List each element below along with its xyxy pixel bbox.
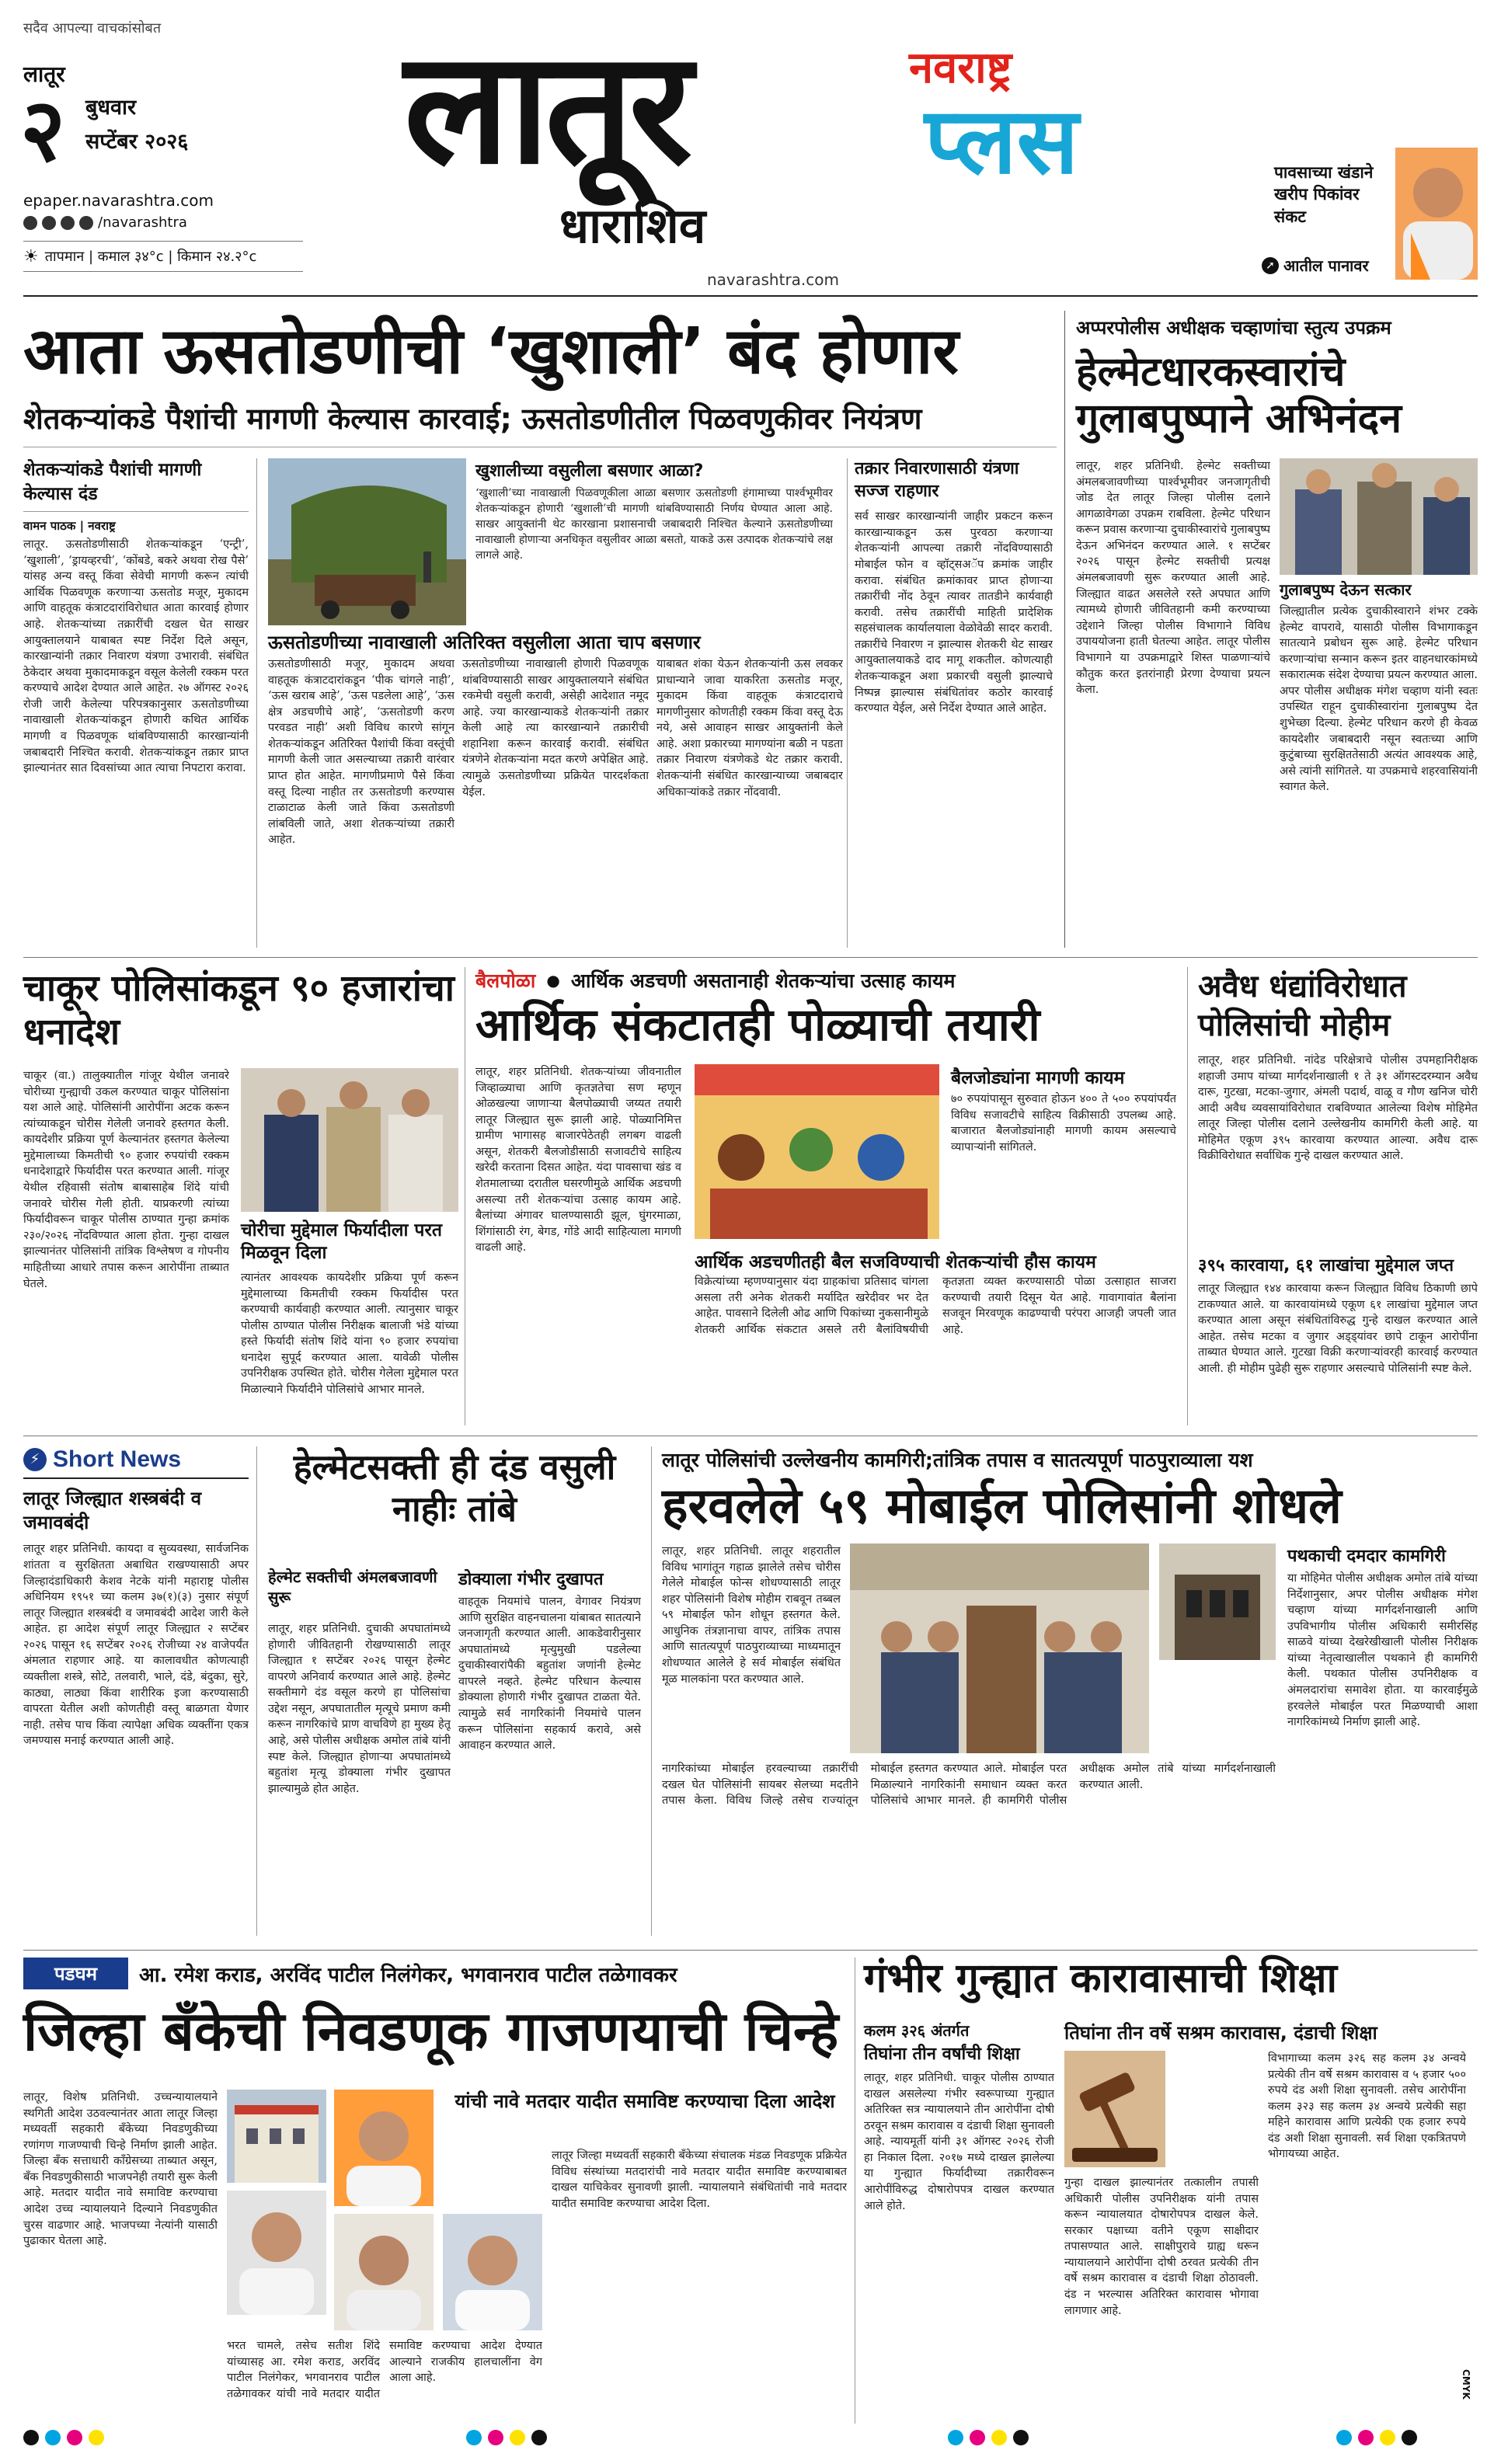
site-url[interactable]: navarashtra.com bbox=[707, 270, 839, 289]
helmet-top-caption: गुलाबपुष्प देऊन सत्कार bbox=[1280, 580, 1412, 599]
helmet-top-body: लातूर, शहर प्रतिनिधी. हेल्मेट सक्तीच्या अंमलबजावणीच्या पार्श्वभूमीवर जनजागृतीची जोड देत लातूर जिल्हा पोलीस दलाने आगळावेगळा उपक्रम राबविला. हेल्मेट परिधान करून प्रवास करणाऱ्या दुचाकीस्वारांचे गुलाबपुष्प देऊन अभिनंदन करण्यात आले. १ सप्टेंबर २०२६ पासून हेल्मेट सक्तीची प्रत्यक्ष अंमलबजावणी सुरू करण्यात आली आहे. जिल्ह्यात वाढत असलेले रस्ते अपघात आणि त्यामध्ये होणारी जीवितहानी कमी करण्याच्या उद्देशाने जिल्हा पोलीस विभागाने विविध उपाययोजना हाती घेतल्या आहेत. लातूर पोलीस विभागाने या उपक्रमाद्वारे शिस्त पाळणाऱ्यांचे कौतुक करत इतरांनाही प्रेरणा देण्याचा प्रयत्न केला. bbox=[1076, 460, 1270, 697]
pola-photo bbox=[695, 1064, 939, 1239]
chakur-story bbox=[23, 967, 458, 1425]
lead-divider-2 bbox=[847, 458, 848, 948]
lead-side-column bbox=[23, 458, 249, 955]
lead-body-col2: ऊसतोडणीच्या नावाखाली होणारी पिळवणूक थांबविण्यासाठी साखर आयुक्तालयाने संबंधित रकमेची वसुली करावी, असेही आदेशात नमूद आहे. ज्या कारखान्याकडे शेतकऱ्यांनी तक्रार केली आहे त्या कारखान्याने तक्रारीची शहानिशा करून कारवाई करावी. संबंधित यंत्रणेने शेतकऱ्यांना मदत करणे अपेक्षित आहे. त्यामुळे ऊसतोडणीच्या प्रक्रियेत पारदर्शकता येईल. bbox=[462, 658, 649, 799]
court-gavel-photo bbox=[1064, 2051, 1165, 2167]
court-body: लातूर, शहर प्रतिनिधी. चाकूर पोलीस ठाण्यात दाखल असलेल्या गंभीर स्वरूपाच्या गुन्ह्यात अतिरिक्त सत्र न्यायालयाने तीन आरोपींना दोषी ठरवून सश्रम कारावास व दंडाची शिक्षा सुनावली आहे. न्यायमूर्ती यांनी ३१ ऑगस्ट २०२६ रोजी हा निकाल दिला. २०१७ मध्ये दाखल झालेल्या या गुन्ह्यात फिर्यादीच्या तक्रारीवरून आरोपींविरुद्ध दोषारोपपत्र दाखल करण्यात आले होते. bbox=[864, 2072, 1054, 2212]
lead-box bbox=[475, 458, 833, 606]
chakur-body: चाकूर (वा.) तालुक्यातील गांजूर येथील जनावरे चोरीच्या गुन्ह्याची उकल करण्यात चाकूर पोलिसांना यश आले आहे. पोलिसांनी आरोपींना अटक करून त्यांच्याकडून चोरीस गेलेली जनावरे हस्तगत केली. कायदेशीर प्रक्रिया पूर्ण केल्यानंतर हस्तगत केलेल्या मुद्देमालाच्या किमतीची ९० हजार रुपयांची रक्कम धनादेशाद्वारे फिर्यादीस परत करण्यात आली. गांजूर येथील रहिवासी संतोष बाबासाहेब शिंदे यांची जनावरे चोरीस गेली होती. याप्रकरणी त्यांच्या फिर्यादीवरून चाकूर पोलीस ठाण्यात गुन्हा क्रमांक २३०/२०२६ नोंदविण्यात आला होता. गुन्हा दाखल झाल्यानंतर पोलिसांनी तांत्रिक विश्लेषण व गोपनीय माहितीच्या आधारे तपास करून आरोपींना ताब्यात घेतले. bbox=[23, 1070, 229, 1290]
bank-caption: यांची नावे मतदार यादीत समाविष्ट करण्याचा दिला आदेश bbox=[454, 2090, 835, 2112]
date-month: सप्टेंबर २०२६ bbox=[85, 130, 189, 154]
mobile-headline: हरवलेले ५९ मोबाईल पोलिसांनी शोधले bbox=[662, 1477, 1342, 1534]
helmet-top-headline: हेल्मेटधारकस्वारांचे गुलाबपुष्पाने अभिनंदन bbox=[1076, 349, 1402, 442]
sun-icon: ☀ bbox=[23, 246, 39, 266]
short-news-body: लातूर शहर प्रतिनिधी. कायदा व सुव्यवस्था, सार्वजनिक शांतता व सुरक्षितता अबाधित राखण्यासाठी अपर जिल्हादंडाधिकारी केशव नेटके यांनी महाराष्ट्र पोलीस अधिनियम १९५१ च्या कलम ३७(१)(३) नुसार संपूर्ण लातूर जिल्ह्यात शस्त्रबंदी व जमावबंदी आदेश जारी केले आहेत. हा आदेश संपूर्ण लातूर जिल्ह्यात २ सप्टेंबर २०२६ पासून १६ सप्टेंबर २०२६ रोजीच्या २४ वाजेपर्यंत अंमलात राहणार आहे. या कालावधीत कोणत्याही व्यक्तीला शस्त्रे, सोटे, तलवारी, भाले, दंडे, बंदुका, सुरे, काठ्या, लाठ्या किंवा शारीरिक इजा करण्यासाठी वापरता येतील अशी कोणतीही वस्तू बाळगता येणार नाही. तसेच पाच किंवा त्यापेक्षा अधिक व्यक्तींना एकत्र जमण्यास मनाई करण्यात आली आहे. bbox=[23, 1543, 249, 1748]
pola-body: लातूर, शहर प्रतिनिधी. शेतकऱ्यांच्या जीवनातील जिव्हाळ्याचा आणि कृतज्ञतेचा सण म्हणून ओळखल्या जाणाऱ्या बैलपोळ्याची जय्यत तयारी लातूर जिल्ह्यात सुरू झाली आहे. पोळ्यानिमित्त ग्रामीण भागासह बाजारपेठेतही लगबग वाढली असून, शेतकरी बैलजोडीसाठी सजावटीचे साहित्य खरेदी करताना दिसत आहेत. यंदा पावसाचा खंड व शेतमालाच्या दरातील घसरणीमुळे आर्थिक अडचणी असल्या तरी शेतकऱ्यांचा उत्साह कायम आहे. बैलांच्या अंगावर घालण्यासाठी झूल, घुंगरमाळा, शिंगांसाठी रंग, बेगड, गोंडे आदी साहित्याला मागणी वाढली आहे. bbox=[475, 1066, 681, 1255]
mobile-body-2: या मोहिमेत पोलीस अधीक्षक अमोल तांबे यांच्या निर्देशानुसार, अपर पोलीस अधीक्षक मंगेश चव्हाण यांच्या मार्गदर्शनाखाली आणि उपविभागीय पोलीस अधिकारी समीरसिंह साळवे यांच्या देखरेखीखाली पोलीस निरीक्षक यांच्या नेतृत्वाखालील पथकाने ही कामगिरी केली. पथकात पोलीस उपनिरीक्षक व अंमलदारांचा समावेश होता. या कारवाईमुळे हरवलेले मोबाईल परत मिळण्याची आशा नागरिकांमध्ये निर्माण झाली आहे. bbox=[1287, 1572, 1478, 1729]
lead-deck: शेतकऱ्यांकडे पैशांची मागणी केल्यास कारवाई; ऊसतोडणीतील पिळवणुकीवर नियंत्रण bbox=[23, 402, 922, 436]
helmet-top-story bbox=[1076, 315, 1478, 952]
mobile-body: लातूर, शहर प्रतिनिधी. लातूर शहरातील विविध भागांतून गहाळ झालेले तसेच चोरीस गेलेले मोबाईल फोन्स शोधण्यासाठी लातूर शहर पोलिसांनी विशेष मोहीम राबवून तब्बल ५९ मोबाईल फोन शोधून हस्तगत केले. आधुनिक तंत्रज्ञानाचा वापर, तांत्रिक तपास आणि सातत्यपूर्ण पाठपुराव्याच्या माध्यमातून शोधण्यात आलेले हे सर्व मोबाईल संबंधित मूळ मालकांना परत करण्यात आले. bbox=[662, 1545, 841, 1686]
mobile-body-b: नागरिकांच्या मोबाईल हरवल्याच्या तक्रारींची दखल घेत पोलिसांनी सायबर सेलच्या मदतीने तपास केला. विविध जिल्हे तसेच राज्यांतून मोबाईल हस्तगत करण्यात आले. मोबाईल परत मिळाल्याने नागरिकांनी समाधान व्यक्त करत पोलिसांचे आभार मानले. ही कामगिरी पोलीस अधीक्षक अमोल तांबे यांच्या मार्गदर्शनाखाली करण्यात आली. bbox=[662, 1763, 1276, 1808]
lead-photo-sugarcane bbox=[268, 458, 466, 625]
avaidh-story bbox=[1198, 967, 1478, 1425]
pola-headline: आर्थिक संकटातही पोळ्याची तयारी bbox=[475, 998, 1040, 1051]
pola-bullet-icon: ● bbox=[546, 971, 560, 990]
short-news-label: Short News bbox=[53, 1446, 182, 1472]
court-subhead: तिघांना तीन वर्षांची शिक्षा bbox=[864, 2045, 1020, 2064]
mobile-photo bbox=[850, 1543, 1149, 1753]
pola-kicker-row bbox=[475, 967, 1179, 994]
chakur-body-2: त्यानंतर आवश्यक कायदेशीर प्रक्रिया पूर्ण करून मुद्देमालाच्या किमतीची रक्कम फिर्यादीस परत करण्याची कार्यवाही करण्यात आली. त्यानुसार चाकूर पोलीस ठाण्यात पोलीस निरीक्षक बालाजी भंडे यांच्या हस्ते फिर्यादी संतोष शिंदे यांना ९० हजार रुपयांचा धनादेश सुपूर्द करण्यात आला. यावेळी पोलीस उपनिरीक्षक उपस्थित होते. चोरीस गेलेला मुद्देमाल परत मिळाल्याने फिर्यादीने पोलिसांचे आभार मानले. bbox=[241, 1272, 458, 1397]
helmet-mid-body-2: वाहतूक नियमांचे पालन, वेगावर नियंत्रण आणि सुरक्षित वाहनचालना यांबाबत सातत्याने जनजागृती करण्यात आली. आकडेवारीनुसार अपघातांमध्ये मृत्युमुखी पडलेल्या दुचाकीस्वारांपैकी बहुतांश जणांनी हेल्मेट वापरले नव्हते. हेल्मेट परिधान केल्यास डोक्याला होणारी गंभीर दुखापत टाळता येते. त्यामुळे सर्व नागरिकांनी नियमांचे पालन करून पोलिसांना सहकार्य करावे, असे आवाहन करण्यात आले. bbox=[458, 1596, 641, 1752]
promo-box[interactable] bbox=[1243, 148, 1478, 280]
avaidh-subhead: ३९५ कारवाया, ६१ लाखांचा मुद्देमाल जप्त bbox=[1198, 1256, 1454, 1276]
helmet-mid-subhead-2: डोक्याला गंभीर दुखापत bbox=[458, 1570, 604, 1589]
lead-body-col1: ऊसतोडणीसाठी मजूर, मुकादम अथवा वाहतूक कंत्राटदारांकडून ‘पीक चांगले नाही’, ‘ऊस खराब आहे’, ‘ऊस पडलेला आहे’, ‘ऊस क्षेत्र अडचणीचे आहे’, ‘ऊसतोडणी करण परवडत नाही’ अशी विविध कारणे सांगून शेतकऱ्यांकडून अतिरिक्त पैशांची किंवा वस्तूंची मागणी केली जात असल्याच्या तक्रारी वारंवार प्राप्त होत आहेत. मागणीप्रमाणे पैसे किंवा वस्तू दिल्या नाहीत तर ऊसतोडणी करण्यास टाळाटाळ केली जाते किंवा ऊसतोडणी लांबविली जाते, अशा शेतकऱ्यांच्या तक्रारी आहेत. bbox=[268, 658, 454, 847]
bank-portrait-4 bbox=[334, 2214, 434, 2330]
helmet-mid-story bbox=[268, 1446, 641, 1944]
lead-box-title: खुशालीच्या वसुलीला बसणार आळा? bbox=[475, 461, 704, 481]
date-weekday: बुधवार bbox=[85, 96, 137, 120]
short-news bbox=[23, 1446, 249, 1944]
promo-author-photo bbox=[1395, 148, 1478, 280]
grievance-column bbox=[855, 458, 1053, 948]
social-links[interactable] bbox=[23, 214, 187, 231]
pola-story bbox=[475, 967, 1179, 1425]
cmyk-mark: CMYK bbox=[1461, 2369, 1471, 2400]
pola-sub-body: ७० रुपयांपासून सुरुवात होऊन ४०० ते ५०० रुपयांपर्यंत विविध सजावटीचे साहित्य विक्रीसाठी उपलब्ध आहे. बाजारात बैलजोड्यांनाही मागणी कायम असल्याचे व्यापाऱ्यांनी सांगितले. bbox=[951, 1093, 1176, 1154]
print-registration-far-right bbox=[1336, 2430, 1417, 2445]
bank-portrait-3 bbox=[443, 2214, 542, 2330]
lead-side-body: लातूर. ऊसतोडणीसाठी शेतकऱ्यांकडून ‘एन्ट्री’, ‘खुशाली’, ‘ड्रायव्हरची’, ‘कोंबडे, बकरे अथवा रोख पैसे’ यांसह अन्य वस्तू किंवा सेवेची मागणी करून त्यांची आर्थिक पिळवणूक करणाऱ्या ऊसतोड मजूर, मुकादम आणि वाहतूक कंत्राटदारांविरोधात आता कारवाई होणार आहे. शेतकऱ्यांच्या तक्रारींची दखल घेत साखर आयुक्तालयाने याबाबत स्पष्ट निर्देश दिले असून, कारखान्यांनी तक्रार निवारण यंत्रणा उभारावी. संबंधित ठेकेदार अथवा मुकादमाकडून वसूल केलेली रक्कम परत करण्याचे आदेश देण्यात आले आहेत. २७ ऑगस्ट २०२६ रोजी जारी केलेल्या परिपत्रकानुसार ऊसतोडणीच्या नावाखाली शेतकऱ्यांकडून होणारी कथित आर्थिक मागणी व पिळवणूक थांबविण्यासाठी कारखान्यांनी जबाबदारी निश्चित करावी. शेतकऱ्यांकडून तक्रार प्राप्त झाल्यानंतर सात दिवसांच्या आत त्याचा निपटारा करावा. bbox=[23, 538, 249, 775]
bank-kicker: पडघम bbox=[23, 1958, 128, 1989]
arrow-icon: ➚ bbox=[1262, 257, 1279, 274]
masthead-subtitle: धाराशिव bbox=[559, 197, 706, 254]
bank-kicker-names: आ. रमेश कराड, अरविंद पाटील निलंगेकर, भगवानराव पाटील तळेगावकर bbox=[139, 1963, 677, 1987]
pola-kicker-2: आर्थिक अडचणी असतानाही शेतकऱ्यांचा उत्साह कायम bbox=[570, 969, 956, 992]
promo-text: पावसाच्या खंडाने खरीप पिकांवर संकट bbox=[1274, 163, 1374, 226]
helmet-top-divider bbox=[1064, 311, 1065, 948]
weather-bar bbox=[23, 241, 303, 272]
masthead-tagline: सदैव आपल्या वाचकांसोबत bbox=[23, 20, 162, 37]
promo-author: ➚ आतील पानावर bbox=[1262, 255, 1369, 276]
social-handle[interactable]: /navarashtra bbox=[98, 214, 187, 231]
grievance-title: तक्रार निवारणासाठी यंत्रणा सज्ज राहणार bbox=[855, 459, 1019, 501]
pola-kicker: बैलपोळा bbox=[475, 969, 536, 992]
court-story bbox=[864, 1955, 1478, 2424]
mobile-subhead: पथकाची दमदार कामगिरी bbox=[1287, 1547, 1446, 1566]
short-news-label-row bbox=[23, 1446, 249, 1479]
lead-side-title: शेतकऱ्यांकडे पैशांची मागणी केल्यास दंड bbox=[23, 458, 249, 512]
instagram-icon[interactable] bbox=[42, 216, 56, 230]
facebook-icon[interactable] bbox=[23, 216, 37, 230]
grievance-body: सर्व साखर कारखान्यांनी जाहीर प्रकटन करून कारखान्याकडून ऊस पुरवठा करणाऱ्या शेतकऱ्यांनी आपल्या तक्रारी नोंदविण्यासाठी मोबाईल फोन व व्हॉट्सअॅप क्रमांक जाहीर करावा. संबंधित क्रमांकावर प्राप्त होणाऱ्या तक्रारींची नोंद ठेवून त्यावर तातडीने कार्यवाही करावी. तसेच तक्रारींची माहिती प्रादेशिक सहसंचालक कार्यालयाला वेळोवेळी सादर करावी. तक्रारींचे निवारण न झाल्यास शेतकरी थेट साखर आयुक्तालयाकडे दाद मागू शकतील. कोणत्याही शेतकऱ्याकडून अशा प्रकारची वसुली झाल्याचे निष्पन्न झाल्यास संबंधितांवर कठोर कारवाई करण्यात येईल, असे निर्देश देण्यात आले आहेत. bbox=[855, 510, 1053, 715]
court-headline: गंभीर गुन्ह्यात कारावासाची शिक्षा bbox=[864, 1955, 1337, 2002]
bank-headline: जिल्हा बँकेची निवडणूक गाजणयाची चिन्हे bbox=[23, 1999, 839, 2063]
bank-portrait-2 bbox=[334, 2090, 434, 2206]
avaidh-headline: अवैध धंद्यांविरोधात पोलिसांची मोहीम bbox=[1198, 969, 1407, 1043]
bank-portrait-1 bbox=[227, 2191, 326, 2315]
mobile-kicker: लातूर पोलिसांची उल्लेखनीय कामगिरी;तांत्रिक तपास व सातत्यपूर्ण पाठपुराव्याला यश bbox=[662, 1449, 1253, 1471]
youtube-icon[interactable] bbox=[79, 216, 93, 230]
pola-subhead: बैलजोड्यांना मागणी कायम bbox=[951, 1068, 1125, 1088]
epaper-url[interactable]: epaper.navarashtra.com bbox=[23, 191, 214, 210]
bank-body-3: भरत चामले, तसेच सतीश शिंदे यांच्यासह आ. रमेश कराड, अरविंद पाटील निलंगेकर, भगवानराव पाटील तळेगावकर यांची नावे मतदार यादीत समाविष्ट करण्याचा आदेश देण्यात आल्याने राजकीय हालचालींना वेग आला आहे. bbox=[227, 2340, 542, 2400]
section-rule-1 bbox=[23, 957, 1478, 958]
court-body-2: गुन्हा दाखल झाल्यानंतर तत्कालीन तपासी अधिकारी पोलीस उपनिरीक्षक यांनी तपास करून न्यायालयात दोषारोपपत्र दाखल केले. सरकार पक्षाच्या वतीने एकूण साक्षीदार तपासण्यात आले. साक्षीपुरावे ग्राह्य धरून न्यायालयाने आरोपींना दोषी ठरवत प्रत्येकी तीन वर्षे सश्रम कारावास व दंडाची शिक्षा ठोठावली. दंड न भरल्यास अतिरिक्त कारावास भोगावा लागणार आहे. bbox=[1064, 2177, 1259, 2317]
chakur-photo bbox=[241, 1068, 458, 1212]
bank-building-photo bbox=[227, 2090, 326, 2183]
avaidh-body-2: लातूर जिल्ह्यात १४४ कारवाया करून जिल्ह्यात विविध ठिकाणी छापे टाकण्यात आले. या कारवायांमध्ये एकूण ६१ लाखांचा मुद्देमाल जप्त करण्यात आला असून संबंधितांविरुद्ध गुन्हे दाखल करण्यात आले आहेत. तसेच मटका व जुगार अड्ड्यांवर छापे टाकून आरोपींना ताब्यात घेण्यात आले. गुटखा विक्री करणाऱ्यांवरही कारवाई करण्यात आली. ही मोहीम पुढेही सुरू राहणार असल्याचे पोलिसांनी स्पष्ट केले. bbox=[1198, 1282, 1478, 1375]
pola-body-2: विक्रेत्यांच्या म्हणण्यानुसार यंदा ग्राहकांचा प्रतिसाद चांगला असला तरी अनेक शेतकरी मर्यादित खरेदीवर भर देत आहेत. पावसाने दिलेली ओढ आणि पिकांच्या नुकसानीमुळे शेतकरी आर्थिक संकटात असले तरी बैलांविषयीची कृतज्ञता व्यक्त करण्यासाठी पोळा उत्साहात साजरा करण्याची तयारी दिसून येत आहे. गावागावांत बैलांना सजवून मिरवणूक काढण्याची परंपरा आजही जपली जात आहे. bbox=[695, 1276, 1176, 1336]
bank-kicker-row bbox=[23, 1958, 847, 1989]
bank-body: लातूर, विशेष प्रतिनिधी. उच्चन्यायालयाने स्थगिती आदेश उठवल्यानंतर आता लातूर जिल्हा मध्यवर्ती सहकारी बँकेच्या निवडणुकीच्या रणांगण गाजण्याची चिन्हे निर्माण झाली आहेत. जिल्हा बँक सत्ताधारी काँग्रेसच्या ताब्यात असून, बँक निवडणुकीसाठी भाजपनेही तयारी सुरू केली आहे. मतदार यादीत नावे समाविष्ट करण्याचा आदेश उच्च न्यायालयाने दिल्याने निवडणुकीत चुरस वाढणार आहे. भाजपच्या नेत्यांनी यासाठी पुढाकार घेतला आहे. bbox=[23, 2091, 218, 2248]
short-news-title: लातूर जिल्ह्यात शस्त्रबंदी व जमावबंदी bbox=[23, 1488, 202, 1534]
brand-name-top: नवराष्ट्र bbox=[909, 43, 1012, 93]
helmet-mid-body: लातूर, शहर प्रतिनिधी. दुचाकी अपघातांमध्ये होणारी जीवितहानी रोखण्यासाठी लातूर जिल्ह्यात १ सप्टेंबर २०२६ पासून हेल्मेट वापरणे अनिवार्य करण्यात आले आहे. हेल्मेट सक्तीमागे दंड वसूल करणे हा पोलिसांचा उद्देश नसून, अपघातातील मृत्यूचे प्रमाण कमी करून नागरिकांचे प्राण वाचविणे हा मुख्य हेतू आहे, असे पोलीस अधीक्षक अमोल तांबे यांनी स्पष्ट केले. जिल्ह्यात होणाऱ्या अपघातांमध्ये बहुतांश मृत्यू डोक्याला गंभीर दुखापत झाल्यामुळे होत आहेत. bbox=[268, 1623, 451, 1795]
mobile-photo-2 bbox=[1159, 1543, 1276, 1660]
avaidh-body: लातूर, शहर प्रतिनिधी. नांदेड परिक्षेत्राचे पोलीस उपमहानिरीक्षक शहाजी उमाप यांच्या मार्गदर्शनाखाली १ ते ३१ ऑगस्टदरम्यान अवैध दारू, गुटखा, मटका-जुगार, अंमली पदार्थ, वाळू व गौण खनिज चोरी आदी अवैध व्यवसायांविरोधात राबविण्यात आलेल्या विशेष मोहिमेत लातूर जिल्हा पोलीस दलाने उल्लेखनीय कामगिरी केली आहे. या मोहिमेत एकूण ३९५ कारवाया करण्यात आल्या. अवैध दारू विक्रीविरोधात सर्वाधिक गुन्हे दाखल करण्यात आले. bbox=[1198, 1054, 1478, 1163]
twitter-icon[interactable] bbox=[61, 216, 75, 230]
masthead-city: लातूर bbox=[23, 61, 65, 87]
masthead-title: लातूर bbox=[404, 18, 688, 199]
lead-subhead: ऊसतोडणीच्या नावाखाली अतिरिक्त वसुलीला आता चाप बसणार bbox=[268, 632, 701, 653]
masthead-rule bbox=[23, 295, 1478, 297]
lead-side-byline: वामन पाठक | नवराष्ट्र bbox=[23, 519, 116, 534]
bank-story bbox=[23, 1958, 847, 2424]
print-registration-right bbox=[948, 2430, 1029, 2445]
helmet-top-kicker: अप्परपोलीस अधीक्षक चव्हाणांचा स्तुत्य उपक्रम bbox=[1076, 317, 1391, 339]
court-sub-kicker: कलम ३२६ अंतर्गत bbox=[864, 2021, 970, 2040]
helmet-mid-headline: हेल्मेटसक्ती ही दंड वसुली नाहीः तांबे bbox=[293, 1446, 616, 1530]
court-subhead-2: तिघांना तीन वर्षे सश्रम कारावास, दंडाची शिक्षा bbox=[1064, 2022, 1377, 2044]
mobile-story bbox=[662, 1446, 1478, 1944]
lead-divider bbox=[256, 458, 257, 948]
lead-box-body: ‘खुशाली’च्या नावाखाली पिळवणूकीला आळा बसणार ऊसतोडणी हंगामाच्या पार्श्वभूमीवर शेतकऱ्यांकडून होणारी ‘खुशाली’ची मागणी थांबविण्यासाठी निर्णय घेण्यात आला आहे. साखर आयुक्तांनी थेट कारखाना प्रशासनाची जबाबदारी निश्चित केल्याने ऊसतोडणीच्या नावाखाली होणाऱ्या अनधिकृत वसुलीवर आळा बसतो, याकडे ऊस उत्पादक शेतकऱ्यांचे लक्ष लागले आहे. bbox=[475, 487, 833, 562]
bank-body-2: लातूर जिल्हा मध्यवर्ती सहकारी बँकेच्या संचालक मंडळ निवडणूक प्रक्रियेत विविध संस्थांच्या मतदारांची नावे मतदार यादीत समाविष्ट करण्याबाबत दाखल याचिकेवर सुनावणी झाली. न्यायालयाने संबंधितांची नावे मतदार यादीत समाविष्ट करण्याचा आदेश दिला. bbox=[552, 2149, 847, 2210]
helmet-mid-divider bbox=[651, 1446, 652, 1936]
date-number: २ bbox=[20, 80, 66, 181]
lead-headline: आता ऊसतोडणीची ‘खुशाली’ बंद होणार bbox=[23, 315, 959, 388]
lead-body-col3: याबाबत शंका येऊन शेतकऱ्यांनी ऊस लवकर प्राधान्याने जावा याकरिता ऊसतोड मजूर, मुकादम किंवा वाहतूक कंत्राटदाराचे मागणीनुसार कोणतीही रक्कम किंवा वस्तू देऊ नये, असे आवाहन साखर आयुक्तांनी केले आहे. अशा प्रकारच्या मागण्यांना बळी न पडता तक्रार निवारण यंत्रणेकडे थेट तक्रार करावी. शेतकऱ्यांनी संबंधित कारखान्याच्या जबाबदार अधिकाऱ्यांकडे तक्रार नोंदवावी. bbox=[656, 658, 843, 799]
chakur-headline: चाकूर पोलिसांकडून ९० हजारांचा धनादेश bbox=[23, 967, 454, 1054]
lightning-icon: ⚡ bbox=[23, 1448, 47, 1471]
masthead bbox=[20, 16, 1478, 295]
brand-name-bottom: प्लस bbox=[925, 87, 1079, 194]
chakur-subhead: चोरीचा मुद्देमाल फिर्यादीला परत मिळवून दिला bbox=[241, 1220, 442, 1263]
pola-divider bbox=[1187, 967, 1188, 1425]
print-registration-left bbox=[23, 2430, 104, 2445]
helmet-mid-subhead: हेल्मेट सक्तीची अंमलबजावणी सुरू bbox=[268, 1568, 437, 1606]
weather-readout: तापमान | कमाल ३४°c | किमान २४.२°c bbox=[44, 249, 257, 265]
short-news-divider bbox=[256, 1446, 257, 1936]
helmet-top-photo bbox=[1280, 458, 1478, 575]
helmet-top-body-2: जिल्ह्यातील प्रत्येक दुचाकीस्वाराने शंभर टक्के हेल्मेट वापरावे, यासाठी पोलीस विभागाकडून सातत्याने प्रबोधन सुरू आहे. हेल्मेट परिधान करणाऱ्यांचा सन्मान करून इतर वाहनधारकांमध्ये सकारात्मक संदेश देण्याचा प्रयत्न करण्यात आला. अपर पोलीस अधीक्षक मंगेश चव्हाण यांनी स्वतः उपस्थित राहून दुचाकीस्वारांना गुलाबपुष्प देत शुभेच्छा दिल्या. हेल्मेट परिधान करणे ही केवळ कायदेशीर जबाबदारी नसून स्वतःच्या आणि कुटुंबाच्या सुरक्षिततेसाठी अत्यंत आवश्यक आहे, असे त्यांनी सांगितले. या उपक्रमाचे शहरवासियांनी स्वागत केले. bbox=[1280, 605, 1478, 794]
print-registration-center bbox=[466, 2430, 547, 2445]
pola-subhead-2: आर्थिक अडचणीतही बैल सजविण्याची शेतकऱ्यांची हौस कायम bbox=[695, 1252, 1096, 1272]
section-rule-3 bbox=[23, 1950, 1478, 1951]
court-body-3: विभागाच्या कलम ३२६ सह कलम ३४ अन्वये प्रत्येकी तीन वर्षे सश्रम कारावास व ५ हजार ५०० रुपये दंड अशी शिक्षा सुनावली. तसेच आरोपींना कलम ३२३ सह कलम ३४ अन्वये प्रत्येकी सहा महिने कारावास आणि प्रत्येकी एक हजार रुपये दंड अशी शिक्षा सुनावली. सर्व शिक्षा एकत्रितपणे भोगायच्या आहेत. bbox=[1268, 2052, 1466, 2161]
